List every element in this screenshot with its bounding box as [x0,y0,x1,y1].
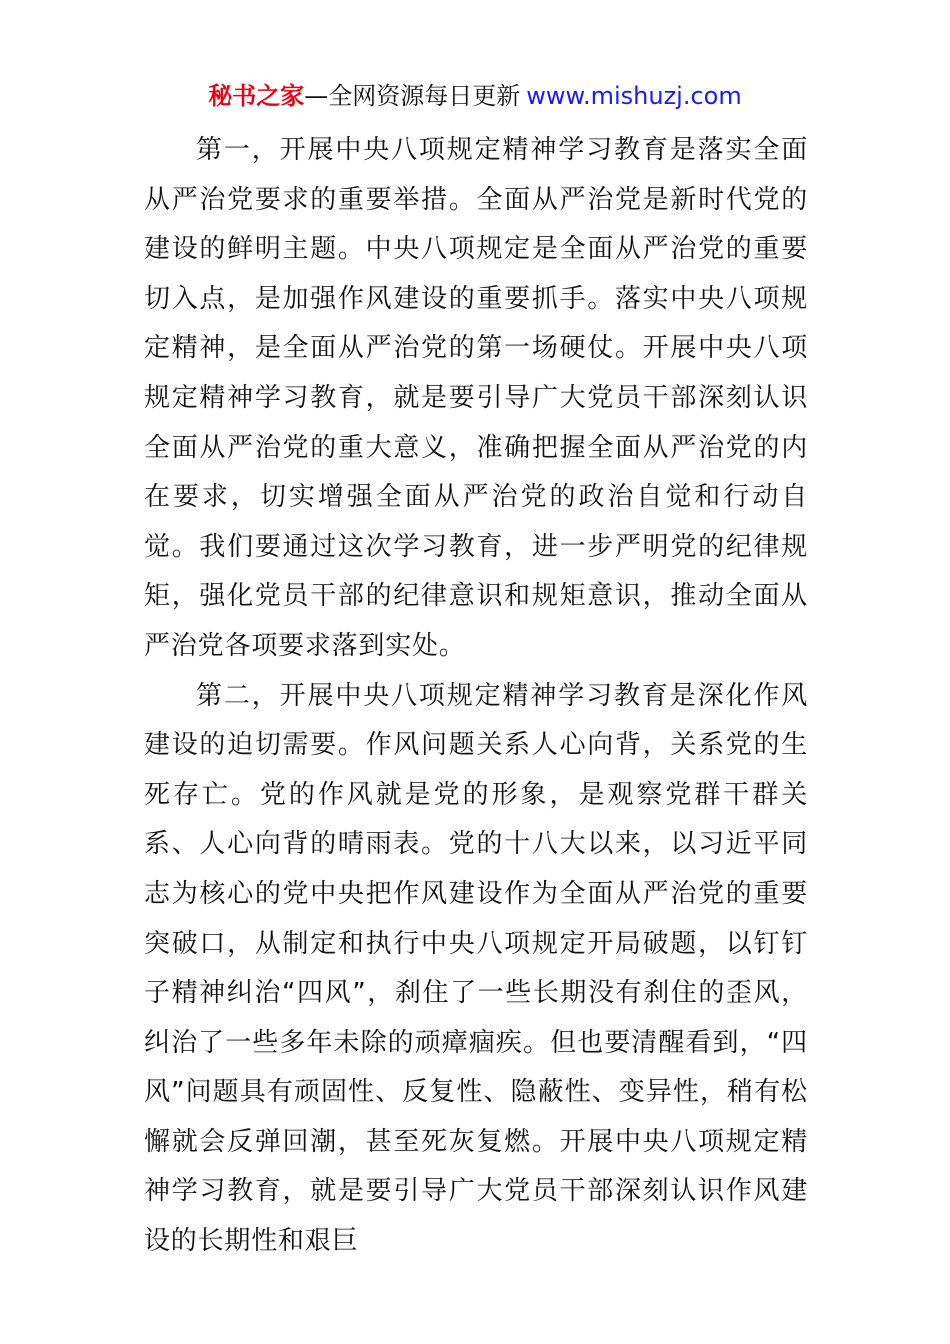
page-header [0,80,950,112]
site-url-link[interactable]: www.mishuzj.com [526,82,742,110]
brand-name: 秘书之家 [208,82,305,110]
paragraph-second: 第二，开展中央八项规定精神学习教育是深化作风建设的迫切需要。作风问题关系人心向背，关系党的生死存亡。党的作风就是党的形象，是观察党群干群关系、人心向背的晴雨表。党的十八大以来，以习近平同志为核心的党中央把作风建设作为全面从严治党的重要突破口，从制定和执行中央八项规定开局破题，以钉钉子精神纠治“四风”，刹住了一些长期没有刹住的歪风，纠治了一些多年未除的顽瘴痼疾。但也要清醒看到，“四风”问题具有顽固性、反复性、隐蔽性、变异性，稍有松懈就会反弹回潮，甚至死灰复燃。开展中央八项规定精神学习教育，就是要引导广大党员干部深刻认识作风建设的长期性和艰巨 [144,680,808,1257]
header-tagline: —全网资源每日更新 [304,82,521,110]
paragraph-first: 第一，开展中央八项规定精神学习教育是落实全面从严治党要求的重要举措。全面从严治党是新时代党的建设的鲜明主题。中央八项规定是全面从严治党的重要切入点，是加强作风建设的重要抓手。落实中央八项规定精神，是全面从严治党的第一场硬仗。开展中央八项规定精神学习教育，就是要引导广大党员干部深刻认识全面从严治党的重大意义，准确把握全面从严治党的内在要求，切实增强全面从严治党的政治自觉和行动自觉。我们要通过这次学习教育，进一步严明党的纪律规矩，强化党员干部的纪律意识和规矩意识，推动全面从严治党各项要求落到实处。 [144,135,808,661]
document-body [144,126,808,1267]
